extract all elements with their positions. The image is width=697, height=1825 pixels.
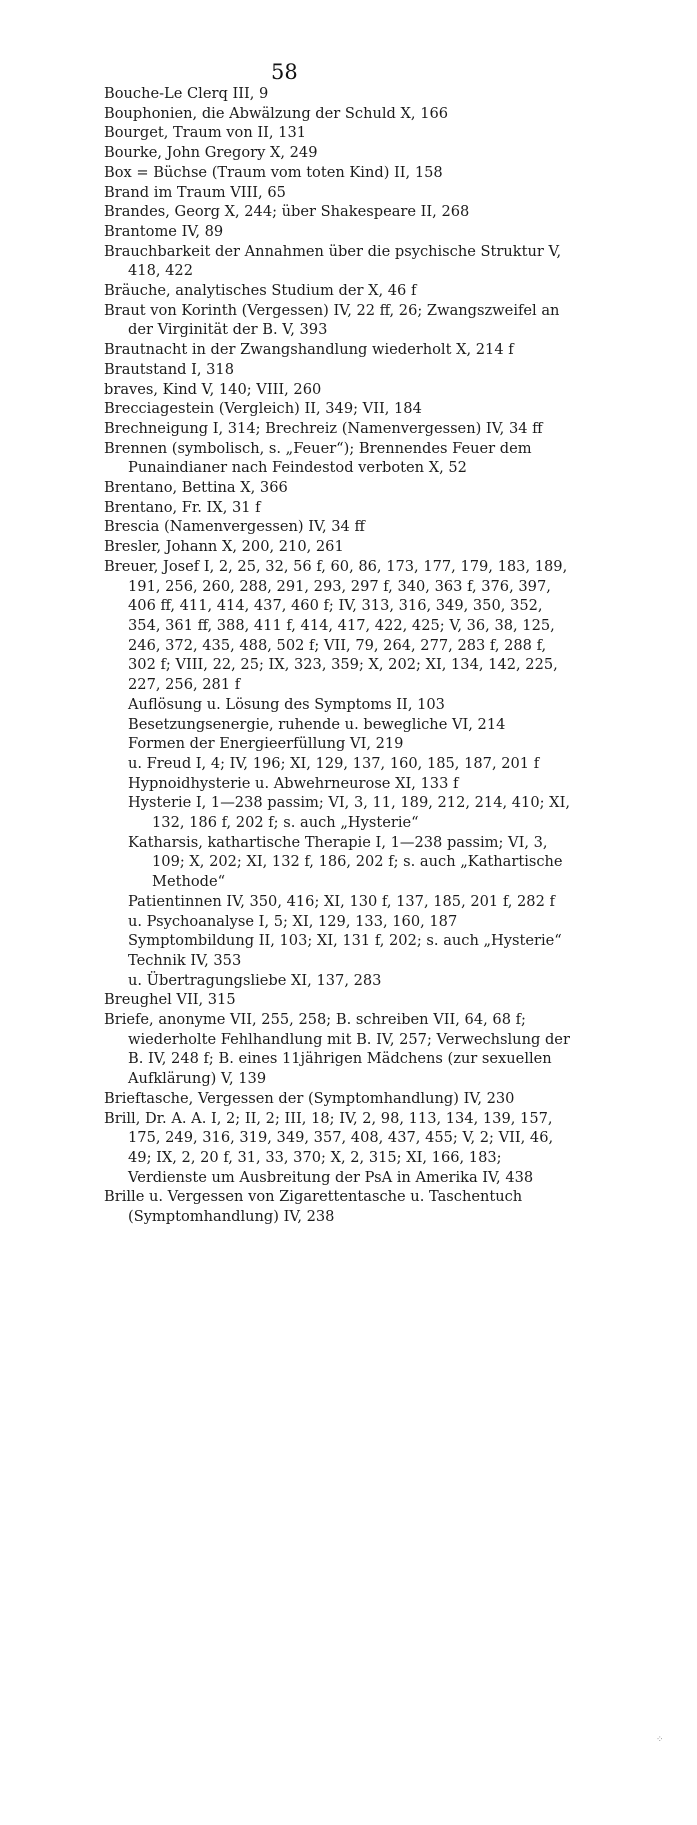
- index-subentry: Technik IV, 353: [128, 951, 242, 969]
- index-entry: Brechneigung I, 314; Brechreiz (Namenvergessen) IV, 34 ff: [104, 419, 543, 437]
- index-entry: Brennen (symbolisch, s. „Feuer“); Brennendes Feuer dem Punaindianer nach Feindestod verboten X, 52: [104, 439, 532, 477]
- index-subentry: Besetzungsenergie, ruhende u. bewegliche VI, 214: [128, 715, 506, 733]
- scan-artifact: ⁘: [656, 1735, 664, 1745]
- index-entry: Brautstand I, 318: [104, 360, 234, 378]
- index-subentry: u. Psychoanalyse I, 5; XI, 129, 133, 160, 187: [128, 912, 458, 930]
- index-entry: Bouche-Le Clerq III, 9: [104, 85, 269, 102]
- index-entry: Brescia (Namenvergessen) IV, 34 ff: [104, 518, 365, 536]
- index-entry: Brandes, Georg X, 244; über Shakespeare II, 268: [104, 203, 470, 221]
- index-subentry: Auflösung u. Lösung des Symptoms II, 103: [128, 695, 445, 713]
- index-entry: Breuer, Josef I, 2, 25, 32, 56 f, 60, 86, 173, 177, 179, 183, 189, 191, 256, 260, 288, 291, 293, 297 f, 340, 363 f, 376, 397, 406 ff, 411, 414, 437, 460 f; IV, 313, 316, 349, 350, 352, 354, 361 ff, 388, 411 f, 414, 417, 422, 425; V, 36, 38, 125, 246, 372, 435, 488, 502 f; VII, 79, 264, 277, 283 f, 288 f, 302 f; VIII, 22, 25; IX, 323, 359; X, 202; XI, 134, 142, 225, 227, 256, 281 f: [104, 557, 568, 694]
- index-subentry: Hypnoidhysterie u. Abwehrneurose XI, 133 f: [128, 774, 459, 792]
- index-entry: Brentano, Bettina X, 366: [104, 479, 288, 497]
- index-entry: Brentano, Fr. IX, 31 f: [104, 498, 261, 516]
- index-entry: Bourke, John Gregory X, 249: [104, 144, 318, 162]
- index-subentry: Hysterie I, 1—238 passim; VI, 3, 11, 189, 212, 214, 410; XI, 132, 186 f, 202 f; s. auch „Hysterie“: [128, 794, 570, 832]
- index-entry: Brauchbarkeit der Annahmen über die psychische Struktur V, 418, 422: [104, 242, 562, 280]
- index-entry: Bouphonien, die Abwälzung der Schuld X, 166: [104, 104, 449, 122]
- index-entry: Briefe, anonyme VII, 255, 258; B. schreiben VII, 64, 68 f; wiederholte Fehlhandlung mit B. IV, 257; Verwechslung der B. IV, 248 f; B. eines 11jährigen Mädchens (zur sexuellen Aufklärung) V, 139: [104, 1011, 570, 1088]
- index-entry: Box = Büchse (Traum vom toten Kind) II, 158: [104, 163, 443, 181]
- index-entry: Brecciagestein (Vergleich) II, 349; VII, 184: [104, 400, 422, 418]
- index-subentry: u. Freud I, 4; IV, 196; XI, 129, 137, 160, 185, 187, 201 f: [128, 754, 540, 772]
- index-entry: Bresler, Johann X, 200, 210, 261: [104, 538, 344, 556]
- index-subentry: Katharsis, kathartische Therapie I, 1—238 passim; VI, 3, 109; X, 202; XI, 132 f, 186, 202 f; s. auch „Kathartische Methode“: [128, 833, 563, 891]
- index-subentry: Symptombildung II, 103; XI, 131 f, 202; s. auch „Hysterie“: [128, 932, 562, 950]
- page-number: 58: [271, 60, 298, 84]
- index-entry: Brautnacht in der Zwangshandlung wiederholt X, 214 f: [104, 341, 514, 359]
- index-entry: Brantome IV, 89: [104, 222, 224, 240]
- index-entry: Braut von Korinth (Vergessen) IV, 22 ff, 26; Zwangszweifel an der Virginität der B. V, 393: [104, 301, 560, 339]
- index-subentry: Formen der Energieerfüllung VI, 219: [128, 735, 404, 753]
- index-subentry: u. Übertragungsliebe XI, 137, 283: [128, 971, 382, 989]
- index-entry: Bräuche, analytisches Studium der X, 46 f: [104, 282, 417, 300]
- index-list: [104, 84, 574, 1227]
- index-entry: Brille u. Vergessen von Zigarettentasche u. Taschentuch (Symptomhandlung) IV, 238: [104, 1188, 523, 1226]
- index-entry: Brill, Dr. A. A. I, 2; II, 2; III, 18; IV, 2, 98, 113, 134, 139, 157, 175, 249, 316, 319, 349, 357, 408, 437, 455; V, 2; VII, 46, 49; IX, 2, 20 f, 31, 33, 370; X, 2, 315; XI, 166, 183; Verdienste um Ausbreitung der PsA in Amerika IV, 438: [104, 1109, 554, 1186]
- index-entry: Brieftasche, Vergessen der (Symptomhandlung) IV, 230: [104, 1089, 515, 1107]
- index-entry: Breughel VII, 315: [104, 991, 236, 1009]
- index-entry: Brand im Traum VIII, 65: [104, 183, 286, 201]
- index-entry: braves, Kind V, 140; VIII, 260: [104, 380, 322, 398]
- index-entry: Bourget, Traum von II, 131: [104, 124, 307, 142]
- index-subentry: Patientinnen IV, 350, 416; XI, 130 f, 137, 185, 201 f, 282 f: [128, 892, 555, 910]
